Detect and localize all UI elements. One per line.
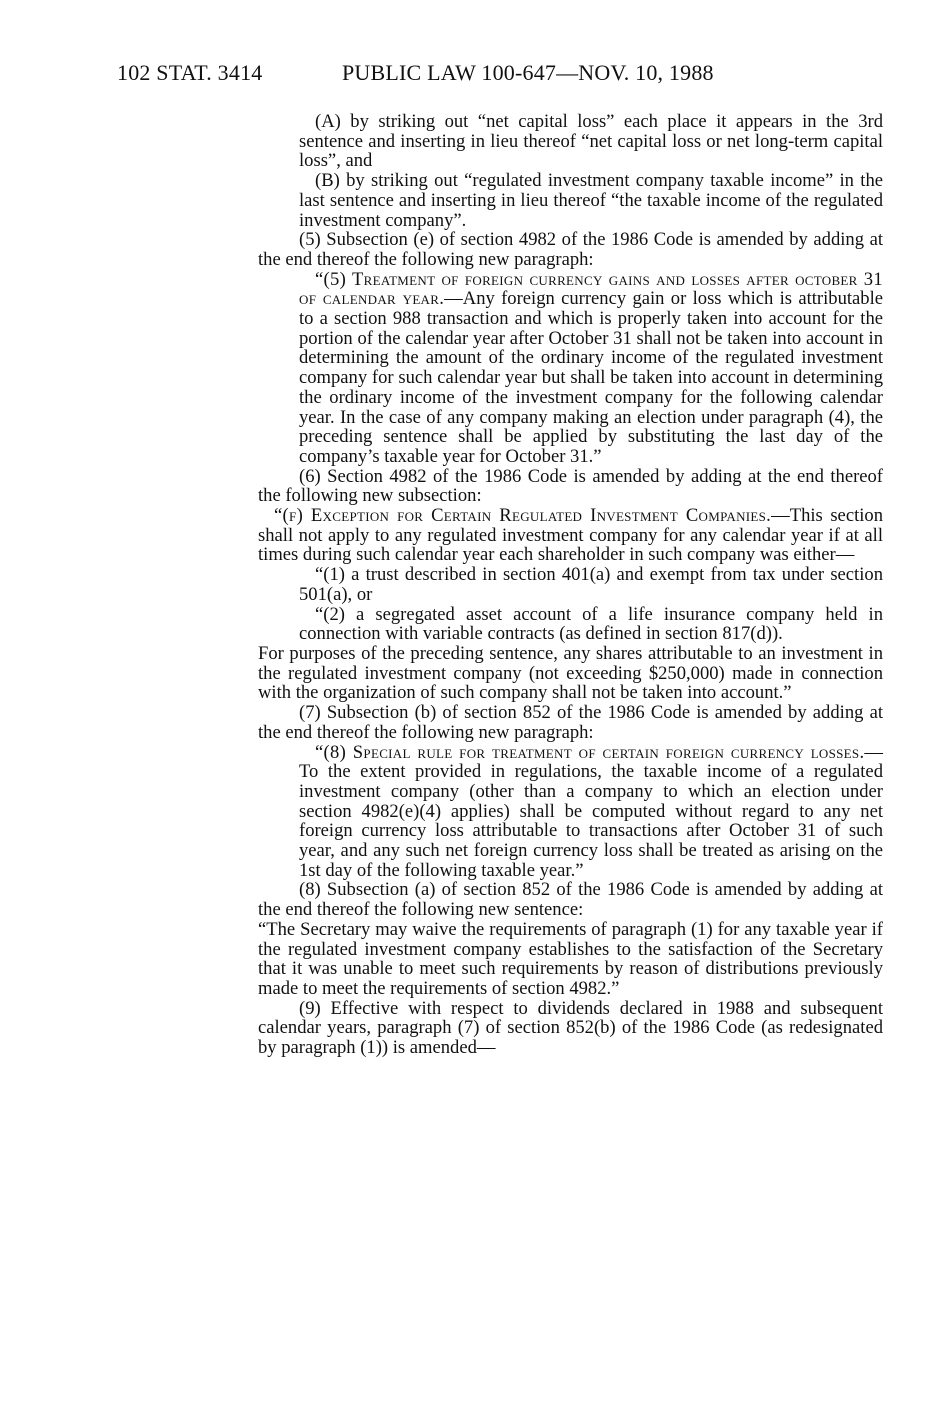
paragraph-8-text: —To the extent provided in regulations, the taxable income of a regulated investment company (other than a company to which an election under section 4982(e)(4) applies) shall be computed without regard to any net foreign currency loss attributable to transactions after October 31 of such year, and any such net foreign currency loss shall be treated as arising on the 1st day of the following taxable year.” <box>299 741 883 881</box>
subsection-f-tail: For purposes of the preceding sentence, any shares attributable to an investment in the regulated investment company (not exceeding $250,000) made in connection with the organization of such company shall not be taken into account.” <box>258 642 883 704</box>
paragraph-a: (A) by striking out “net capital loss” each place it appears in the 3rd sentence and inserting in lieu thereof “net capital loss or net long-term capital loss”, and <box>299 111 883 172</box>
paragraph-8-sub-text: “The Secretary may waive the requirements of paragraph (1) for any taxable year if the regulated investment company establishes to the satisfaction of the Secretary that it was unable to meet such requirements by reason of distributions previously made to meet the requirements of section 4982.” <box>258 918 883 999</box>
paragraph-b: (B) by striking out “regulated investment company taxable income” in the last sentence and inserting in lieu thereof “the taxable income of the regulated investment company”. <box>299 170 883 231</box>
paragraph-8-quoted <box>258 743 883 881</box>
paragraph-6-intro: (6) Section 4982 of the 1986 Code is amended by adding at the end thereof the following new subsection: <box>258 465 883 507</box>
paragraph-5-quoted <box>258 270 883 467</box>
paragraph-5-text: —Any foreign currency gain or loss which is attributable to a section 988 transaction and which is properly taken into account for the portion of the calendar year after October 31 shall not be taken into account in determining the amount of the ordinary income of the regulated investment company for such calendar year but shall be taken into account in determining the ordinary income of the investment company for the following calendar year. In the case of any company making an election under paragraph (4), the preceding sentence shall be applied by substituting the last day of the company’s taxable year for October 31.” <box>299 288 883 467</box>
subsection-f <box>258 506 883 565</box>
paragraph-5-intro: (5) Subsection (e) of section 4982 of the 1986 Code is amended by adding at the end thereof the following new paragraph: <box>258 229 883 270</box>
body-text <box>258 112 883 1058</box>
stat-page-number: 102 STAT. 3414 <box>117 60 263 85</box>
paragraph-5-heading: “(5) Treatment of foreign currency gains and losses after october 31 of calendar year. <box>299 268 883 310</box>
subsection-f-item-1: “(1) a trust described in section 401(a) and exempt from tax under section 501(a), or <box>299 564 883 605</box>
subsection-f-item-2: “(2) a segregated asset account of a life insurance company held in connection with variable contracts (as defined in section 817(d)). <box>299 603 883 645</box>
subsection-f-text: —This section shall not apply to any regulated investment company for any calendar year if at all times during such calendar year each shareholder in such company was either— <box>258 505 883 566</box>
running-header: PUBLIC LAW 100-647—NOV. 10, 1988 <box>342 60 714 85</box>
paragraph-8-sub-intro: (8) Subsection (a) of section 852 of the 1986 Code is amended by adding at the end thereof the following new sentence: <box>258 879 883 921</box>
subsection-f-heading: “(f) Exception for Certain Regulated Investment Companies. <box>274 505 772 527</box>
paragraph-7-intro: (7) Subsection (b) of section 852 of the 1986 Code is amended by adding at the end thereof the following new paragraph: <box>258 702 883 743</box>
paragraph-9: (9) Effective with respect to dividends declared in 1988 and subsequent calendar years, paragraph (7) of section 852(b) of the 1986 Code (as redesignated by paragraph (1)) is amended— <box>258 997 883 1059</box>
paragraph-8-heading: “(8) Special rule for treatment of certain foreign currency losses. <box>315 741 865 763</box>
